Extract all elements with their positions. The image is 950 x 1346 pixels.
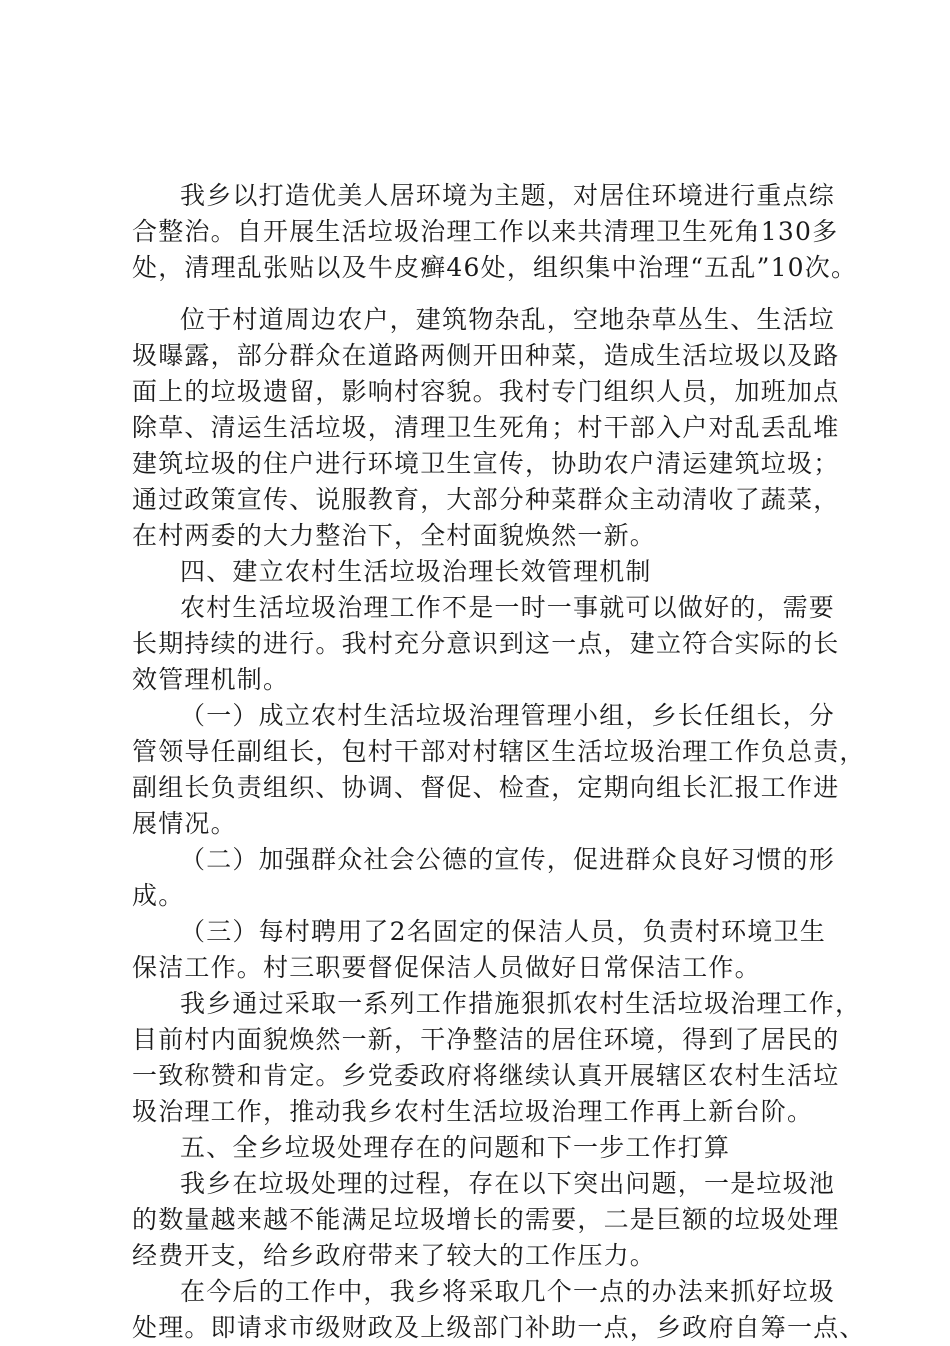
text-line: 处，清理乱张贴以及牛皮癣46处，组织集中治理“五乱”10次。 bbox=[132, 253, 858, 282]
text-line: 合整治。自开展生活垃圾治理工作以来共清理卫生死角130多 bbox=[132, 217, 839, 246]
text-line: 圾治理工作，推动我乡农村生活垃圾治理工作再上新台阶。 bbox=[132, 1097, 814, 1126]
text-line: 目前村内面貌焕然一新，干净整洁的居住环境，得到了居民的 bbox=[132, 1025, 840, 1054]
text-line: 的数量越来越不能满足垃圾增长的需要，二是巨额的垃圾处理 bbox=[132, 1205, 840, 1234]
text-line: 我乡在垃圾处理的过程，存在以下突出问题，一是垃圾池 bbox=[180, 1169, 836, 1198]
text-line: （二）加强群众社会公德的宣传，促进群众良好习惯的形 bbox=[180, 845, 836, 874]
text-line: 在村两委的大力整治下，全村面貌焕然一新。 bbox=[132, 521, 657, 550]
text-line: 处理。即请求市级财政及上级部门补助一点，乡政府自筹一点、 bbox=[132, 1313, 866, 1342]
text-line: 建筑垃圾的住户进行环境卫生宣传，协助农户清运建筑垃圾； bbox=[132, 449, 840, 478]
text-line: 在今后的工作中，我乡将采取几个一点的办法来抓好垃圾 bbox=[180, 1277, 836, 1306]
text-line: 位于村道周边农户，建筑物杂乱，空地杂草丛生、生活垃 bbox=[180, 305, 836, 334]
text-line: 成。 bbox=[132, 881, 185, 910]
text-line: （三）每村聘用了2名固定的保洁人员，负责村环境卫生 bbox=[180, 917, 826, 946]
text-line: 面上的垃圾遗留，影响村容貌。我村专门组织人员，加班加点 bbox=[132, 377, 840, 406]
text-line: 一致称赞和肯定。乡党委政府将继续认真开展辖区农村生活垃 bbox=[132, 1061, 840, 1090]
text-line: 除草、清运生活垃圾，清理卫生死角；村干部入户对乱丢乱堆 bbox=[132, 413, 840, 442]
section-heading: 五、全乡垃圾处理存在的问题和下一步工作打算 bbox=[180, 1133, 731, 1162]
text-line: 农村生活垃圾治理工作不是一时一事就可以做好的，需要 bbox=[180, 593, 836, 622]
text-line: 我乡以打造优美人居环境为主题，对居住环境进行重点综 bbox=[180, 181, 836, 210]
text-line: 我乡通过采取一系列工作措施狠抓农村生活垃圾治理工作， bbox=[180, 989, 862, 1018]
text-line: 圾曝露，部分群众在道路两侧开田种菜，造成生活垃圾以及路 bbox=[132, 341, 840, 370]
section-heading: 四、建立农村生活垃圾治理长效管理机制 bbox=[180, 557, 652, 586]
text-line: 管领导任副组长，包村干部对村辖区生活垃圾治理工作负总责， bbox=[132, 737, 866, 766]
text-line: 通过政策宣传、说服教育，大部分种菜群众主动清收了蔬菜， bbox=[132, 485, 840, 514]
text-line: 经费开支，给乡政府带来了较大的工作压力。 bbox=[132, 1241, 657, 1270]
text-line: 保洁工作。村三职要督促保洁人员做好日常保洁工作。 bbox=[132, 953, 761, 982]
text-line: 效管理机制。 bbox=[132, 665, 290, 694]
text-line: 展情况。 bbox=[132, 809, 237, 838]
text-line: （一）成立农村生活垃圾治理管理小组，乡长任组长，分 bbox=[180, 701, 836, 730]
text-line: 长期持续的进行。我村充分意识到这一点，建立符合实际的长 bbox=[132, 629, 840, 658]
text-line: 副组长负责组织、协调、督促、检查，定期向组长汇报工作进 bbox=[132, 773, 840, 802]
